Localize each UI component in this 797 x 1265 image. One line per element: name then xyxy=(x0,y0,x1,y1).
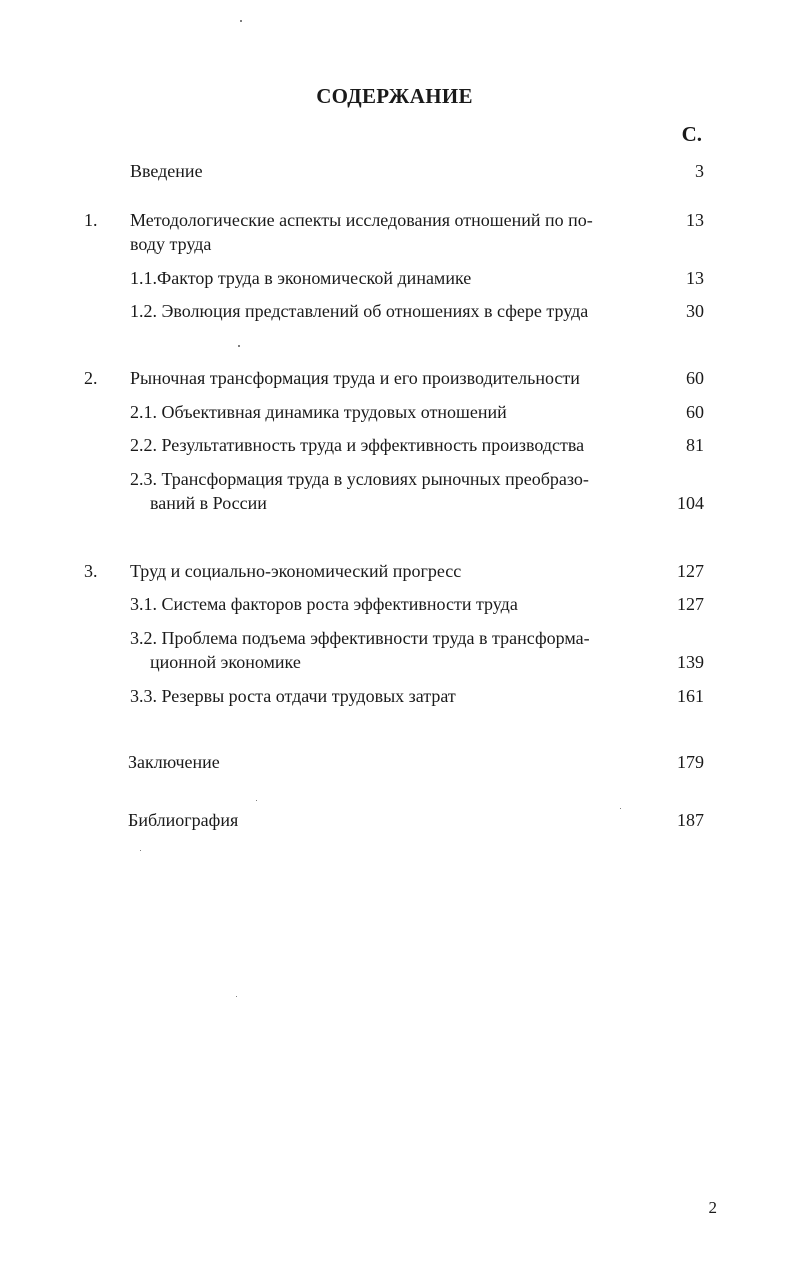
toc-entry-text: 1.1.Фактор труда в экономической динамике xyxy=(130,268,472,288)
toc-entry-text: 1.2. Эволюция представлений об отношениях в сфере труда xyxy=(130,301,589,321)
toc-entry-page: 81 xyxy=(686,435,704,455)
toc-entry-text-line2: ваний в России xyxy=(150,493,267,513)
toc-entry-page: 60 xyxy=(686,368,704,388)
toc-entry-page: 187 xyxy=(677,810,704,830)
scan-speck xyxy=(140,850,141,851)
footer-page-number: 2 xyxy=(708,1198,717,1217)
toc-entry-number: 1. xyxy=(84,210,98,230)
toc-entry-page: 30 xyxy=(686,301,704,321)
toc-entry-text: 2.1. Объективная динамика трудовых отношений xyxy=(130,402,507,422)
toc-entry-number: 2. xyxy=(84,368,98,388)
toc-entry-page: 139 xyxy=(677,652,704,672)
toc-entry-text: 3.1. Система факторов роста эффективности труда xyxy=(130,594,518,614)
scan-speck xyxy=(236,996,237,997)
toc-entry-text: 2.2. Результативность труда и эффективность производства xyxy=(130,435,585,455)
toc-entry-page: 60 xyxy=(686,402,704,422)
toc-entry-text: Библиография xyxy=(128,810,239,830)
toc-entry-page: 179 xyxy=(677,752,704,772)
toc-entry-page: 161 xyxy=(677,686,704,706)
toc-entry-text-line1: 2.3. Трансформация труда в условиях рыночных преобразо- xyxy=(130,469,589,489)
toc-entry-page: 104 xyxy=(677,493,704,513)
toc-entry-text: Заключение xyxy=(128,752,220,772)
toc-entry-page: 13 xyxy=(686,268,704,288)
toc-entry-text-line2: воду труда xyxy=(130,234,212,254)
toc-entry-text xyxy=(130,467,652,491)
toc-entry-page: 3 xyxy=(695,161,704,181)
toc-entry-number: 3. xyxy=(84,561,98,581)
scan-speck xyxy=(620,808,621,809)
page-title: СОДЕРЖАНИЕ xyxy=(316,84,473,108)
toc-entry-text xyxy=(130,208,652,232)
toc-entry-page: 127 xyxy=(677,594,704,614)
toc-entry-page: 127 xyxy=(677,561,704,581)
toc-entry-text: Труд и социально-экономический прогресс xyxy=(130,561,462,581)
toc-entry-page: 13 xyxy=(686,210,704,230)
scan-speck xyxy=(238,345,240,347)
toc-entry-text-line2: ционной экономике xyxy=(150,652,301,672)
toc-entry-text-line1: Методологические аспекты исследования отношений по по- xyxy=(130,210,593,230)
scan-speck xyxy=(256,800,257,801)
toc-entry-text: Рыночная трансформация труда и его производительности xyxy=(130,368,580,388)
toc-entry-text: Введение xyxy=(130,161,203,181)
toc-entry-text-line1: 3.2. Проблема подъема эффективности труда в трансформа- xyxy=(130,628,590,648)
toc-entry-text: 3.3. Резервы роста отдачи трудовых затрат xyxy=(130,686,456,706)
page-column-label: С. xyxy=(681,122,702,146)
scan-speck xyxy=(240,20,242,22)
toc-entry-text xyxy=(130,626,652,650)
